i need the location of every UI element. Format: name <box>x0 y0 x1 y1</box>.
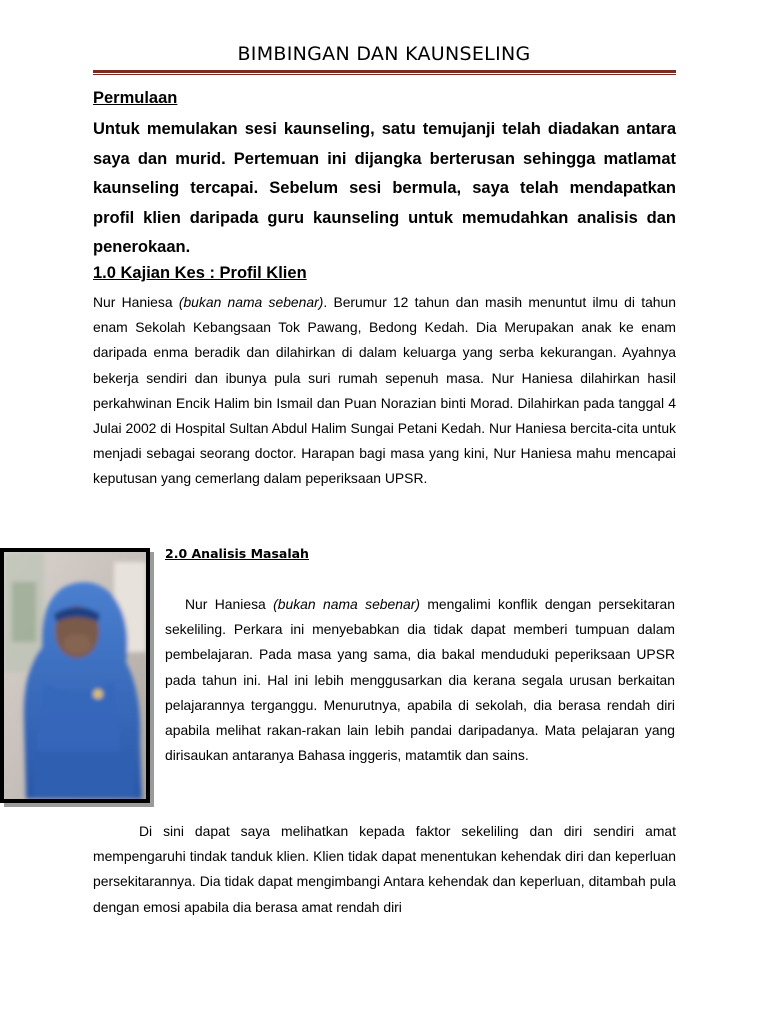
photo-shadow <box>150 552 154 807</box>
header-rule <box>93 70 676 73</box>
client-name: Nur Haniesa <box>93 294 179 310</box>
name-note: (bukan nama sebenar) <box>178 294 324 310</box>
page-header-title: BIMBINGAN DAN KAUNSELING <box>237 43 531 65</box>
section2-heading: 2.0 Analisis Masalah <box>165 546 309 561</box>
client-name: Nur Haniesa <box>185 596 274 612</box>
client-photo <box>0 548 150 803</box>
name-note: (bukan nama sebenar) <box>273 596 420 612</box>
section1-paragraph <box>93 290 676 492</box>
intro-heading: Permulaan <box>93 89 178 107</box>
section3-paragraph <box>93 819 676 920</box>
blurred-portrait <box>4 552 146 799</box>
header-rule-thin <box>93 74 676 75</box>
section3-body: Di sini dapat saya melihatkan kepada faktor sekeliling dan diri sendiri amat mempengaruhi tindak tanduk klien. Klien tidak dapat menentukan kehendak diri dan keperluan persekitarannya. Dia tidak dapat mengimbangi Antara kehendak dan keperluan, ditambah pula dengan emosi apabila dia berasa amat rendah diri <box>93 823 676 915</box>
section1-heading: 1.0 Kajian Kes : Profil Klien <box>93 264 307 282</box>
section2-body: mengalimi konflik dengan persekitaran sekeliling. Perkara ini menyebabkan dia tidak dapat memberi tumpuan dalam pembelajaran. Pada masa yang sama, dia bakal menduduki peperiksaan UPSR pada tahun ini. Hal ini lebih menggusarkan dia kerana segala urusan berkaitan pelajarannya terganggu. Menurutnya, apabila di sekolah, dia berasa rendah diri apabila melihat rakan-rakan lain lebih pandai daripadanya. Mata pelajaran yang dirisaukan antaranya Bahasa inggeris, matamtik dan sains. <box>165 596 675 764</box>
client-photo-image <box>4 552 146 799</box>
intro-paragraph: Untuk memulakan sesi kaunseling, satu temujanji telah diadakan antara saya dan murid. Pertemuan ini dijangka berterusan sehingga matlamat kaunseling tercapai. Sebelum sesi bermula, saya telah mendapatkan profil klien daripada guru kaunseling untuk memudahkan analisis dan penerokaan. <box>93 120 676 256</box>
photo-shadow-bottom <box>4 803 154 807</box>
section1-body: . Berumur 12 tahun dan masih menuntut ilmu di tahun enam Sekolah Kebangsaan Tok Pawang, Bedong Kedah. Dia Merupakan anak ke enam daripada enma beradik dan dilahirkan di dalam keluarga yang serba kekurangan. Ayahnya bekerja sendiri dan ibunya pula suri rumah sepenuh masa. Nur Haniesa dilahirkan hasil perkahwinan Encik Halim bin Ismail dan Puan Norazian binti Morad. Dilahirkan pada tanggal 4 Julai 2002 di Hospital Sultan Abdul Halim Sungai Petani Kedah. Nur Haniesa bercita-cita untuk menjadi sebagai seorang doctor. Harapan bagi masa yang kini, Nur Haniesa mahu mencapai keputusan yang cemerlang dalam peperiksaan UPSR. <box>93 294 676 487</box>
section2-paragraph <box>165 592 675 768</box>
